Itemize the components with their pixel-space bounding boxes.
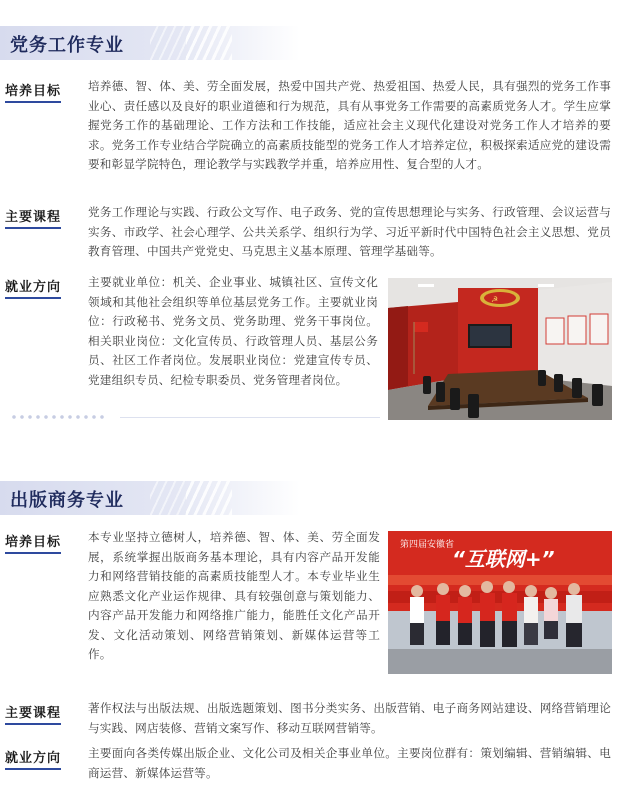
decorative-dots — [10, 412, 106, 422]
main-courses-text: 著作权法与出版法规、出版选题策划、图书分类实务、出版营销、电子商务网站建设、网络营销理论与实践、网店装修、营销文案写作、移动互联网营销等。 — [88, 701, 611, 735]
main-courses-label: 主要课程 — [5, 702, 61, 725]
training-goal-text: 培养德、智、体、美、劳全面发展，热爱中国共产党、热爱祖国、热爱人民，具有强烈的党务工作事业心、责任感以及良好的职业道德和行为规范，具有从事党务工作需要的高素质党务人才。学生应掌握党务工作的基础理论、工作方法和工作技能，适应社会主义现代化建设对党务工作人才培养的要求。党务工作专业结合学院确立的高素质技能型的党务工作人才培养定位，积极探索适应党的建设需要和彰显学院特色，理论教学与实践教学并重，培养应用性、复合型的人才。 — [88, 79, 611, 171]
main-courses-label: 主要课程 — [5, 206, 61, 229]
employment-label: 就业方向 — [5, 276, 61, 299]
banner-stripes — [150, 26, 190, 60]
photo-banner-line1: 第四届安徽省 — [400, 540, 455, 550]
main-courses-text: 党务工作理论与实践、行政公文写作、电子政务、党的宣传思想理论与实务、行政管理、会议运营与实务、市政学、社会心理学、公共关系学、组织行为学、习近平新时代中国特色社会主义思想、党员教育管理、中国共产党党史、马克思主义基本原理、管理学基础等。 — [88, 205, 611, 258]
employment-text: 主要面向各类传媒出版企业、文化公司及相关企事业单位。主要岗位群有：策划编辑、营销编辑、电商运营、新媒体运营等。 — [88, 746, 611, 780]
section-title: 出版商务专业 — [10, 490, 124, 511]
employment-label: 就业方向 — [5, 747, 61, 770]
banner-stripes — [186, 481, 232, 515]
section-banner — [0, 481, 300, 515]
section-title: 党务工作专业 — [10, 35, 124, 56]
section-banner — [0, 26, 300, 60]
photo-banner-line2: “互联网+” — [452, 547, 555, 571]
banner-stripes — [186, 26, 232, 60]
banner-stripes — [150, 481, 190, 515]
training-goal-label: 培养目标 — [5, 80, 61, 103]
meeting-room-photo — [388, 278, 612, 420]
employment-text: 主要就业单位：机关、企业事业、城镇社区、宣传文化领域和其他社会组织等单位基层党务工作。主要就业岗位：行政秘书、党务文员、党务助理、党务干事岗位。相关职业岗位：文化宣传员、行政管理人员、基层公务员、社区工作者岗位。发展职业岗位：党建宣传专员、党建组织专员、纪检专职委员、党务管理者岗位。 — [88, 275, 378, 387]
meeting-room-image — [388, 278, 612, 420]
divider — [120, 417, 380, 418]
svg-text:☭: ☭ — [491, 295, 499, 304]
training-goal-text: 本专业坚持立德树人，培养德、智、体、美、劳全面发展，系统掌握出版商务基本理论，具有内容产品开发能力和网络营销技能的高素质技能型人才。本专业毕业生应熟悉文化产业运作规律、具有较强创意与策划能力、内容产品开发能力和网络推广能力，能胜任文化产品开发、文化活动策划、网络营销策划、新媒体运营等工作。 — [88, 530, 380, 661]
group-photo — [388, 531, 612, 674]
training-goal-label: 培养目标 — [5, 531, 61, 554]
